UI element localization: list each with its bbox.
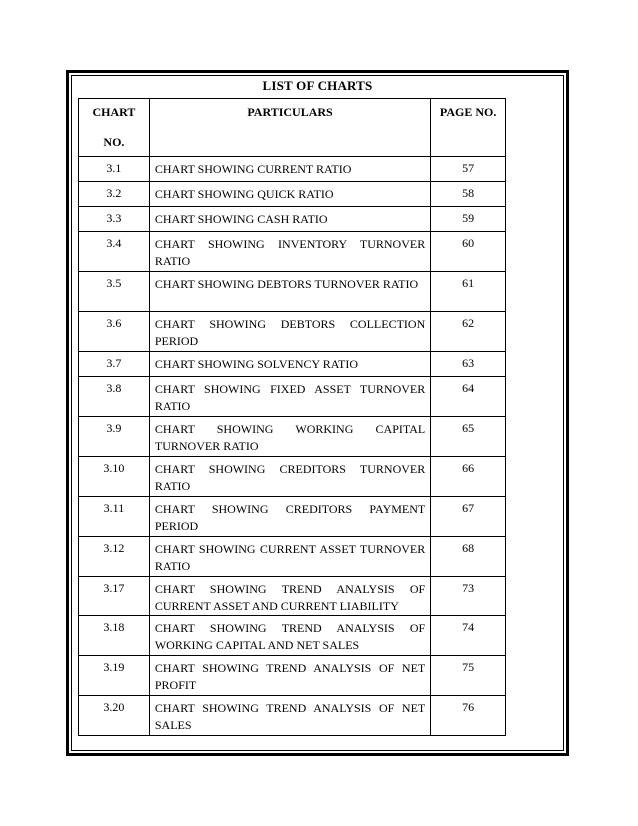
table-row	[79, 232, 506, 272]
chart-particulars: CHART SHOWING QUICK RATIO	[149, 182, 430, 207]
table-row	[79, 272, 506, 312]
chart-number: 3.1	[79, 157, 150, 182]
page-number: 58	[431, 182, 506, 207]
table-row	[79, 577, 506, 616]
chart-number: 3.19	[79, 656, 150, 696]
page-number: 67	[431, 497, 506, 537]
chart-number: 3.3	[79, 207, 150, 232]
chart-number: 3.12	[79, 537, 150, 577]
chart-number: 3.8	[79, 377, 150, 417]
table-row	[79, 537, 506, 577]
header-chart-no	[79, 99, 150, 157]
table-row	[79, 182, 506, 207]
chart-particulars: CHART SHOWING TREND ANALYSIS OF CURRENT ASSET AND CURRENT LIABILITY	[149, 577, 430, 616]
page-number: 57	[431, 157, 506, 182]
chart-particulars: CHART SHOWING WORKING CAPITAL TURNOVER RATIO	[149, 417, 430, 457]
chart-number: 3.5	[79, 272, 150, 312]
header-page-no: PAGE NO.	[431, 99, 506, 157]
page-number: 65	[431, 417, 506, 457]
table-row	[79, 696, 506, 736]
chart-number: 3.9	[79, 417, 150, 457]
page-number: 64	[431, 377, 506, 417]
chart-particulars: CHART SHOWING TREND ANALYSIS OF NET SALES	[149, 696, 430, 736]
table-row	[79, 377, 506, 417]
charts-table	[78, 98, 506, 736]
page-number: 60	[431, 232, 506, 272]
header-chart-no-line1: CHART	[92, 105, 136, 119]
chart-number: 3.2	[79, 182, 150, 207]
chart-particulars: CHART SHOWING CURRENT RATIO	[149, 157, 430, 182]
chart-particulars: CHART SHOWING INVENTORY TURNOVER RATIO	[149, 232, 430, 272]
chart-particulars: CHART SHOWING CURRENT ASSET TURNOVER RATIO	[149, 537, 430, 577]
chart-particulars: CHART SHOWING DEBTORS COLLECTION PERIOD	[149, 312, 430, 352]
table-row	[79, 207, 506, 232]
chart-number: 3.11	[79, 497, 150, 537]
chart-number: 3.17	[79, 577, 150, 616]
chart-particulars: CHART SHOWING TREND ANALYSIS OF WORKING CAPITAL AND NET SALES	[149, 616, 430, 656]
header-chart-no-line2: NO.	[103, 135, 125, 149]
page-number: 68	[431, 537, 506, 577]
chart-particulars: CHART SHOWING DEBTORS TURNOVER RATIO	[149, 272, 430, 312]
chart-particulars: CHART SHOWING SOLVENCY RATIO	[149, 352, 430, 377]
table-row	[79, 312, 506, 352]
page-number: 66	[431, 457, 506, 497]
chart-particulars: CHART SHOWING TREND ANALYSIS OF NET PROFIT	[149, 656, 430, 696]
chart-particulars: CHART SHOWING CASH RATIO	[149, 207, 430, 232]
page-number: 73	[431, 577, 506, 616]
chart-particulars: CHART SHOWING CREDITORS TURNOVER RATIO	[149, 457, 430, 497]
table-row	[79, 417, 506, 457]
chart-particulars: CHART SHOWING FIXED ASSET TURNOVER RATIO	[149, 377, 430, 417]
header-particulars: PARTICULARS	[149, 99, 430, 157]
chart-number: 3.10	[79, 457, 150, 497]
page-number: 76	[431, 696, 506, 736]
table-row	[79, 616, 506, 656]
chart-number: 3.4	[79, 232, 150, 272]
page-number: 63	[431, 352, 506, 377]
table-row	[79, 352, 506, 377]
chart-number: 3.6	[79, 312, 150, 352]
chart-number: 3.7	[79, 352, 150, 377]
chart-number: 3.20	[79, 696, 150, 736]
page-number: 75	[431, 656, 506, 696]
chart-number: 3.18	[79, 616, 150, 656]
page-number: 61	[431, 272, 506, 312]
table-row	[79, 656, 506, 696]
page-number: 62	[431, 312, 506, 352]
table-row	[79, 497, 506, 537]
chart-particulars: CHART SHOWING CREDITORS PAYMENT PERIOD	[149, 497, 430, 537]
page-number: 74	[431, 616, 506, 656]
table-row	[79, 157, 506, 182]
page-number: 59	[431, 207, 506, 232]
table-row	[79, 457, 506, 497]
table-header-row	[79, 99, 506, 157]
page-title: LIST OF CHARTS	[262, 78, 373, 93]
